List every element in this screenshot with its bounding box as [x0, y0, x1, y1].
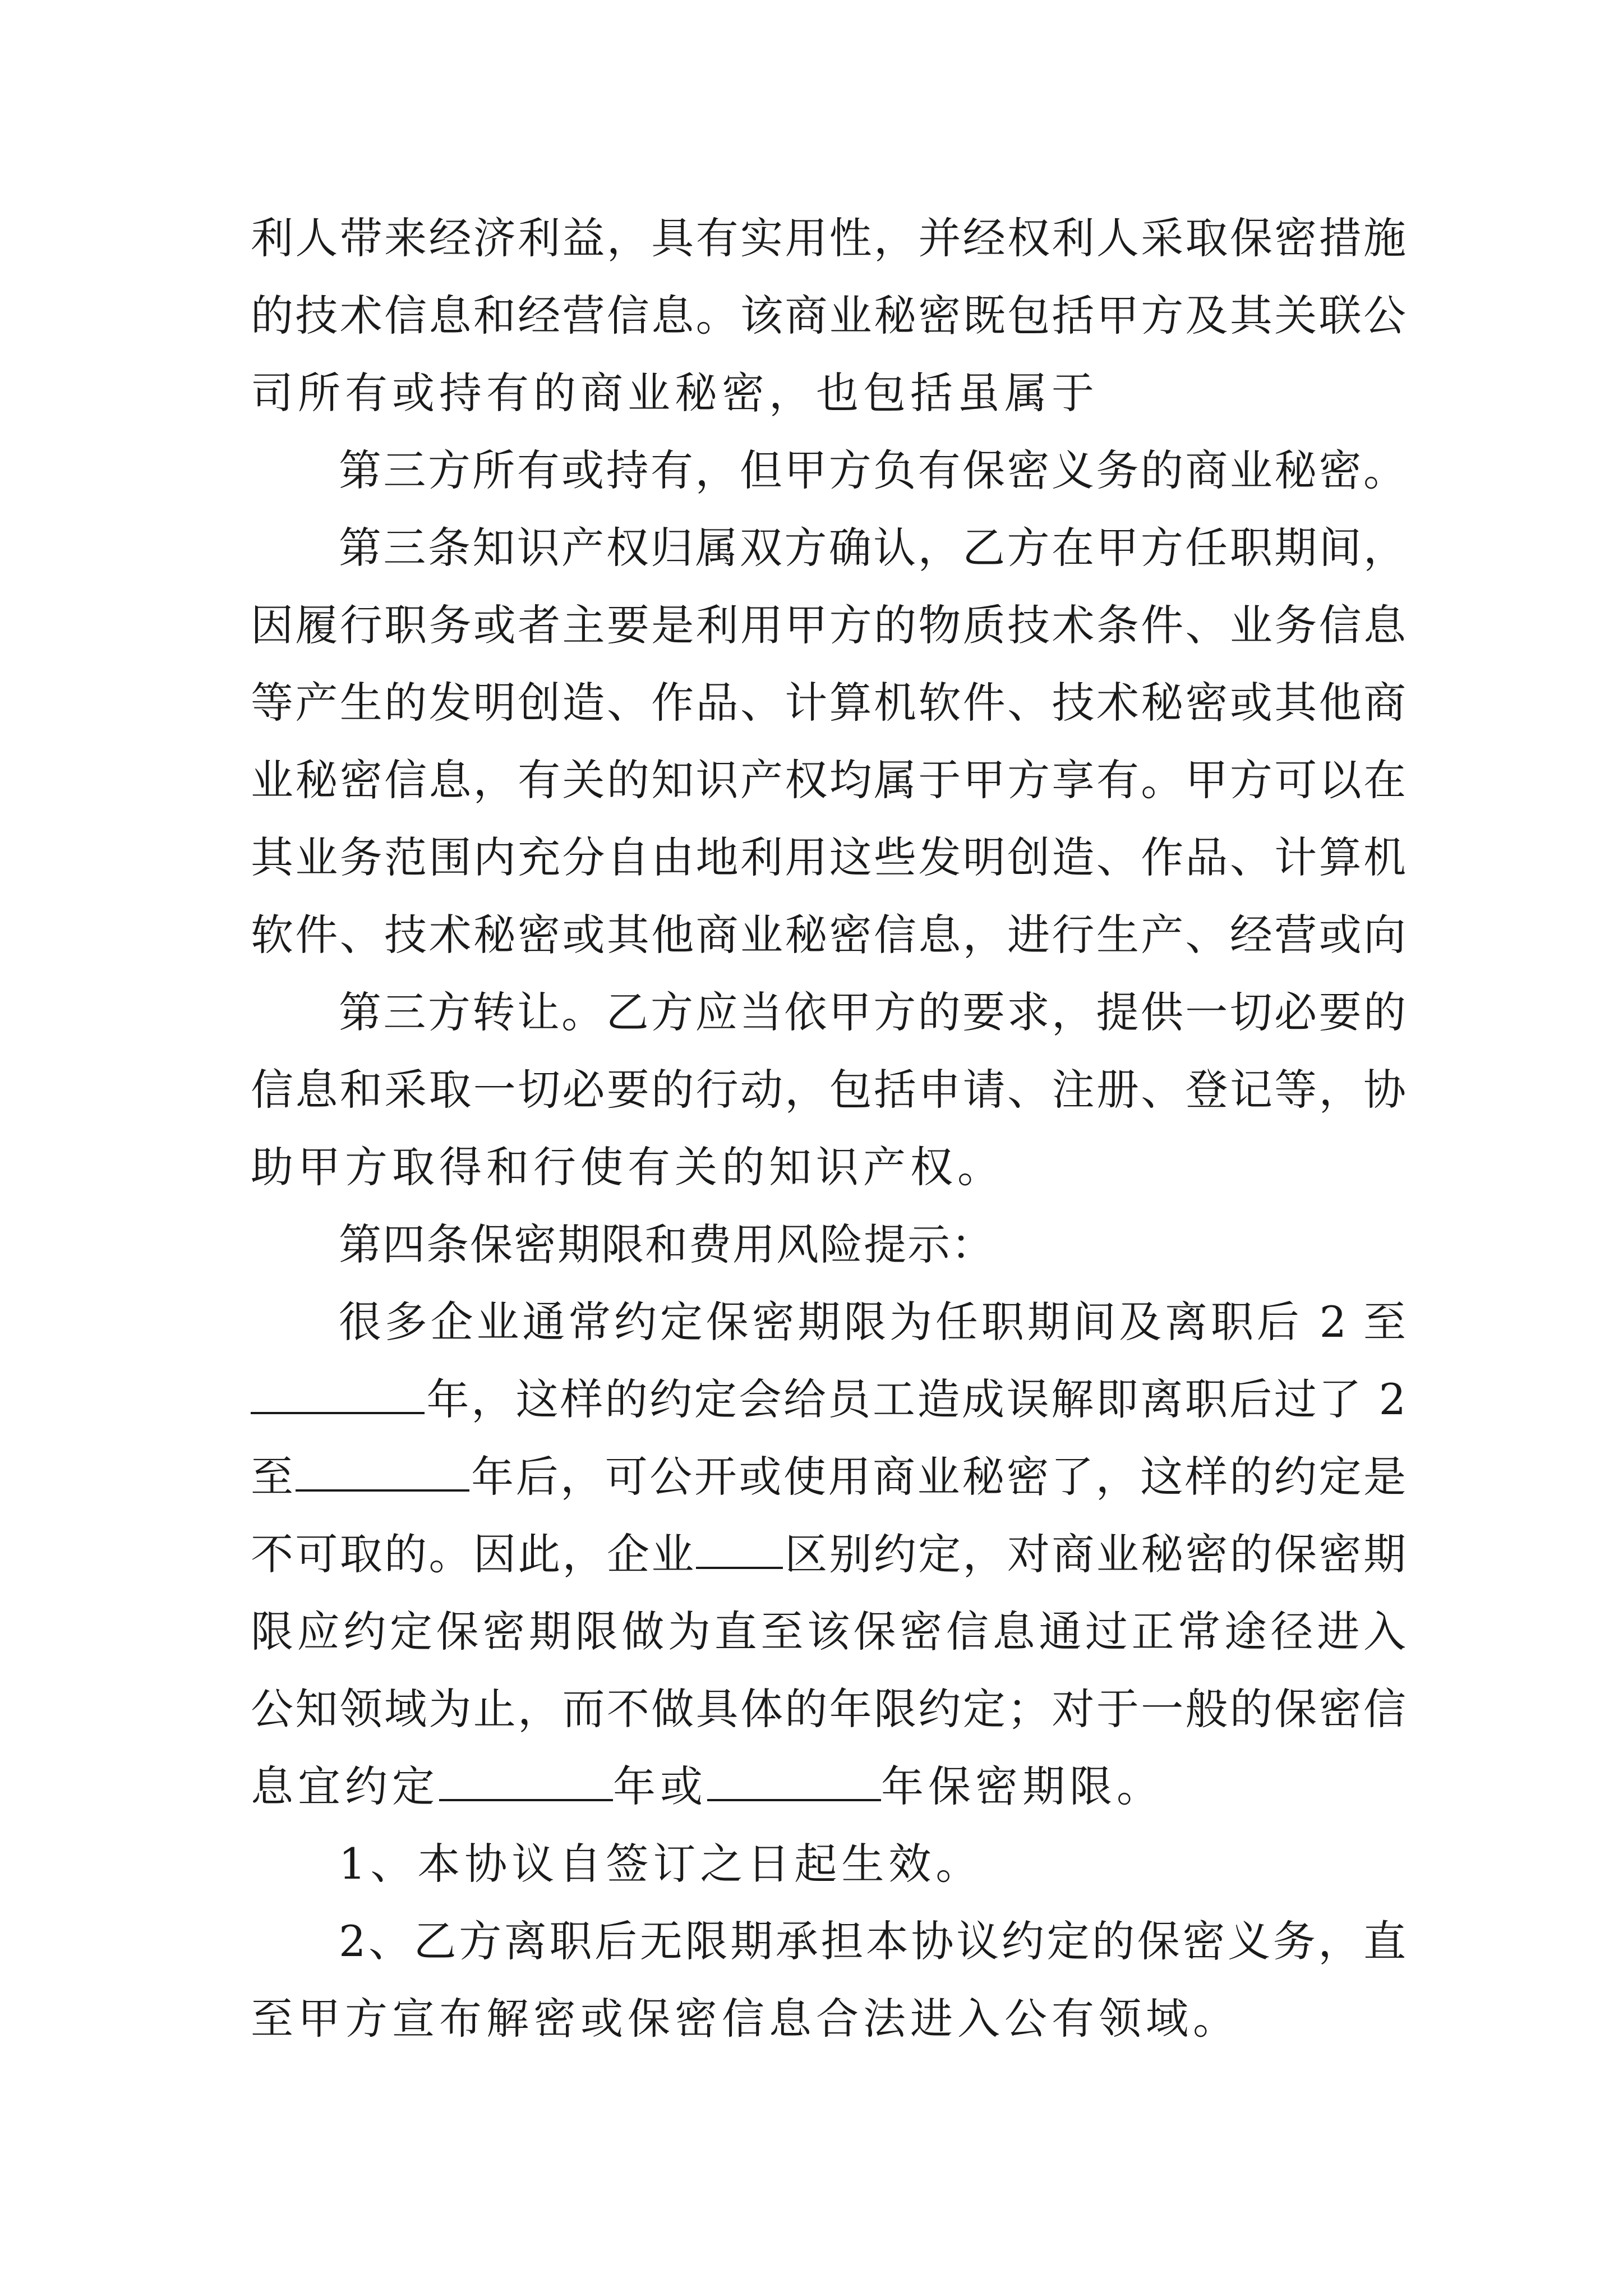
- line-text: 至甲方宣布解密或保密信息合法进入公有领域。: [251, 1994, 1240, 2044]
- line-text: 2、乙方离职后无限期承担本协议约定的保密义务，直: [339, 1916, 1406, 1966]
- paragraph-line: [251, 362, 1406, 424]
- paragraph-line: [251, 1678, 1406, 1740]
- line-text: 第三条知识产权归属双方确认，乙方在甲方任职期间，: [339, 523, 1406, 573]
- line-text: 其业务范围内充分自由地利用这些发明创造、作品、计算机: [251, 832, 1406, 882]
- line-text: 等产生的发明创造、作品、计算机软件、技术秘密或其他商: [251, 678, 1406, 728]
- fill-in-blank: [251, 1378, 425, 1414]
- paragraph-line: [251, 904, 1406, 966]
- line-text: 第三方转让。乙方应当依甲方的要求，提供一切必要的: [339, 987, 1406, 1037]
- line-text: 年，这样的约定会给员工造成误解即离职后过了 2: [425, 1374, 1406, 1424]
- line-text: 第三方所有或持有，但甲方负有保密义务的商业秘密。: [339, 445, 1406, 495]
- paragraph-line: [251, 827, 1406, 889]
- paragraph-line: [251, 1369, 1406, 1430]
- paragraph-line: [339, 982, 1406, 1043]
- paragraph-line: [251, 672, 1406, 734]
- line-text: 业秘密信息，有关的知识产权均属于甲方享有。甲方可以在: [251, 755, 1406, 805]
- line-text: 至: [251, 1452, 296, 1502]
- line-text: 息宜约定: [251, 1761, 439, 1811]
- paragraph-line: [251, 595, 1406, 656]
- paragraph-line: [251, 749, 1406, 811]
- line-text: 信息和采取一切必要的行动，包括申请、注册、登记等，协: [251, 1065, 1406, 1115]
- fill-in-blank: [296, 1456, 469, 1492]
- line-text: 公知领域为止，而不做具体的年限约定；对于一般的保密信: [251, 1684, 1406, 1734]
- line-text: 年或: [613, 1761, 707, 1811]
- paragraph-line: [339, 1291, 1406, 1353]
- paragraph-line: [251, 1756, 1406, 1818]
- fill-in-blank: [696, 1533, 783, 1569]
- paragraph-line: [251, 1137, 1406, 1198]
- line-text: 年后，可公开或使用商业秘密了，这样的约定是: [469, 1452, 1407, 1502]
- paragraph-line: [339, 1833, 1406, 1895]
- paragraph-line: [339, 1214, 1406, 1276]
- line-text: 限应约定保密期限做为直至该保密信息通过正常途径进入: [251, 1607, 1406, 1657]
- line-text: 很多企业通常约定保密期限为任职期间及离职后 2 至: [339, 1297, 1406, 1347]
- paragraph-line: [251, 1059, 1406, 1121]
- paragraph-line: [251, 1988, 1406, 2050]
- line-text: 司所有或持有的商业秘密，也包括虽属于: [251, 368, 1099, 418]
- line-text: 不可取的。因此，企业: [251, 1529, 696, 1579]
- paragraph-line: [251, 1446, 1406, 1508]
- paragraph-line: [251, 285, 1406, 347]
- line-text: 利人带来经济利益，具有实用性，并经权利人采取保密措施: [251, 213, 1406, 263]
- paragraph-line: [339, 440, 1406, 501]
- paragraph-line: [251, 1524, 1406, 1585]
- paragraph-line: [339, 517, 1406, 579]
- paragraph-line: [339, 1911, 1406, 1972]
- line-text: 1、本协议自签订之日起生效。: [339, 1839, 983, 1889]
- line-text: 区别约定，对商业秘密的保密期: [782, 1529, 1406, 1579]
- paragraph-line: [251, 208, 1406, 269]
- fill-in-blank: [707, 1765, 881, 1801]
- line-text: 年保密期限。: [881, 1761, 1164, 1811]
- fill-in-blank: [439, 1765, 613, 1801]
- line-text: 因履行职务或者主要是利用甲方的物质技术条件、业务信息: [251, 600, 1406, 650]
- line-text: 软件、技术秘密或其他商业秘密信息，进行生产、经营或向: [251, 910, 1406, 960]
- line-text: 助甲方取得和行使有关的知识产权。: [251, 1142, 1004, 1192]
- paragraph-line: [251, 1601, 1406, 1663]
- line-text: 的技术信息和经营信息。该商业秘密既包括甲方及其关联公: [251, 291, 1406, 341]
- line-text: 第四条保密期限和费用风险提示：: [339, 1220, 995, 1269]
